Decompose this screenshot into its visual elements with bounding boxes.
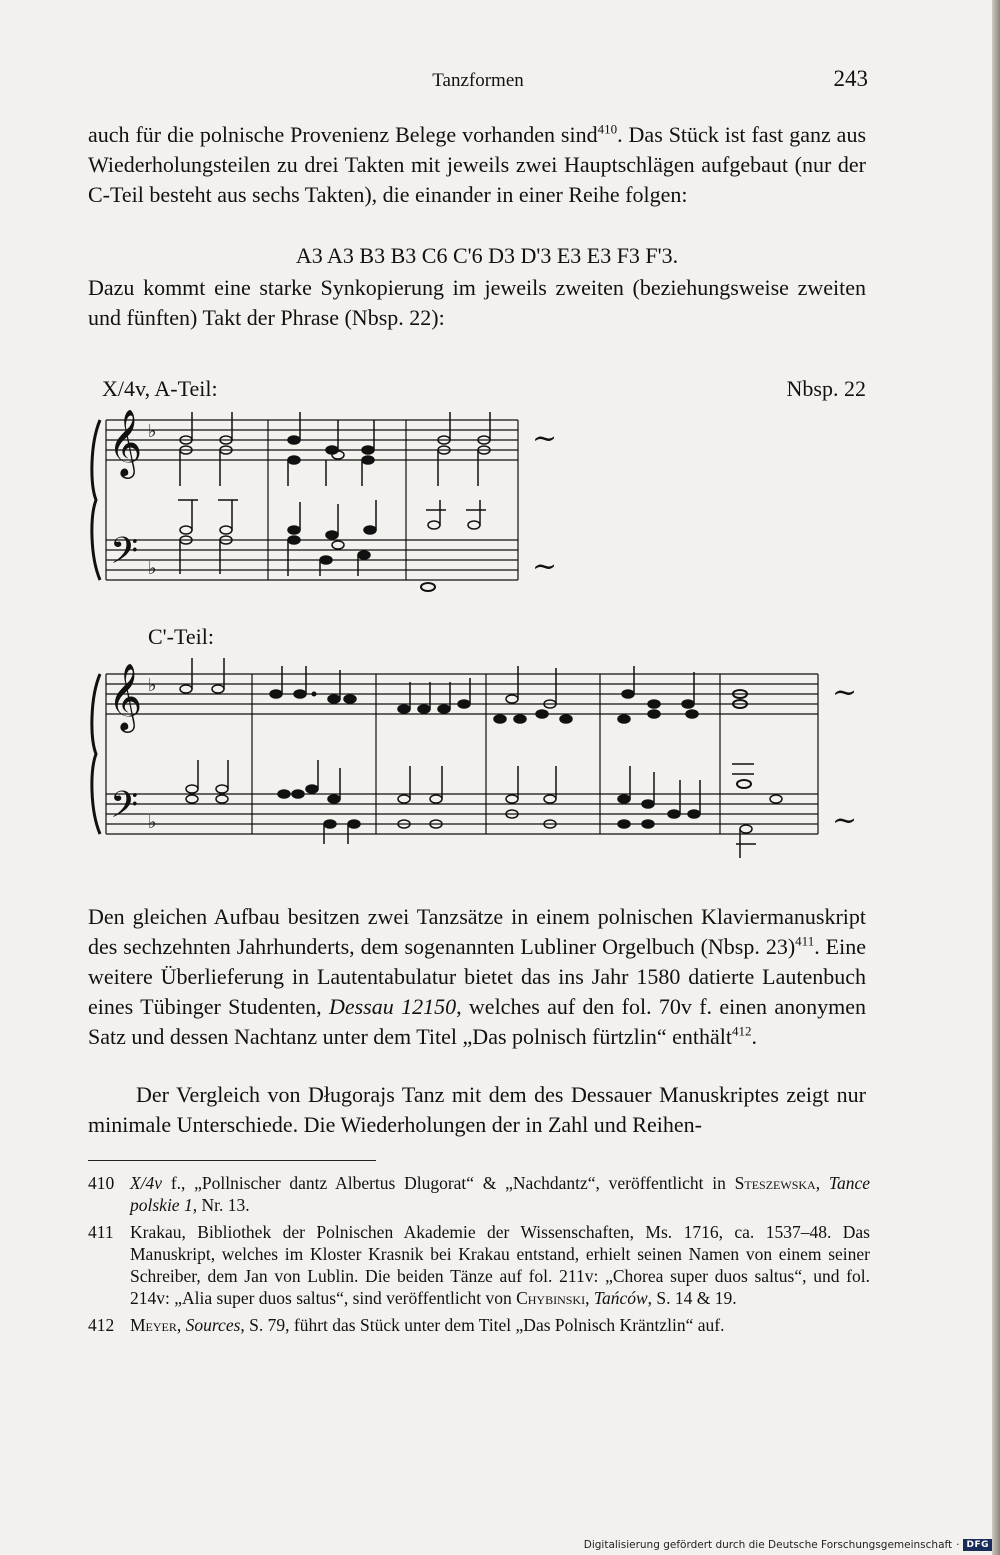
paragraph-1-text: auch für die polnische Provenienz Belege vorhanden sind [88,122,598,147]
footnote-siglum: X/4v [130,1173,163,1193]
paragraph-1 [88,120,866,210]
svg-text:~: ~ [532,549,558,584]
svg-text:♭: ♭ [148,421,157,442]
svg-text:𝄞: 𝄞 [108,408,143,476]
svg-text:𝄢: 𝄢 [110,530,139,581]
footnote-number: 412 [88,1315,115,1335]
footnote-text-part: , S. 14 & 19. [647,1288,737,1308]
footnote-divider [88,1160,376,1161]
svg-text:♭: ♭ [148,812,157,833]
footnote-text-part: , [815,1173,829,1193]
example-caption-c-teil: C'-Teil: [148,624,214,649]
footnote-work-title: Tańców [593,1288,648,1308]
footnote-author: Chybinski [516,1288,586,1308]
page-number: 243 [833,66,868,91]
footnote-text-part: , Nr. 13. [192,1195,250,1215]
svg-text:~: ~ [832,803,858,838]
paragraph-3-end: . [751,1024,757,1049]
dfg-logo[interactable]: DFG [963,1539,992,1551]
footnote-work-title: Tance polskie 1 [130,1173,870,1215]
svg-text:♭: ♭ [148,558,157,579]
footnote-work-title: Sources [185,1315,241,1335]
paragraph-2: Dazu kommt eine starke Synkopierung im jeweils zweiten (beziehungsweise zweiten und fünften) Takt der Phrase (Nbsp. 22): [88,275,866,330]
paragraph-4: Der Vergleich von Długorajs Tanz mit dem des Dessauer Manuskriptes zeigt nur minimale Unterschiede. Die Wiederholungen der in Zahl und Reihen- [88,1082,866,1137]
footnote-410 [88,1172,870,1216]
footnote-411 [88,1221,870,1309]
footnote-author: Meyer [130,1315,177,1335]
page-edge-shadow [992,0,1000,1555]
footnote-author: Steszewska [734,1173,816,1193]
funding-notice: Digitalisierung gefördert durch die Deutsche Forschungsgemeinschaft · DFG [584,1539,992,1551]
footnote-number: 410 [88,1173,115,1193]
footnote-text-part: , [176,1315,186,1335]
footnote-412 [88,1314,870,1336]
footnote-text [130,1221,870,1309]
paragraph-3-text: Den gleichen Aufbau besitzen zwei Tanzsätze in einem polnischen Klaviermanuskript des sechzehnten Jahrhunderts, dem sogenannten Lubliner Orgelbuch (Nbsp. 23) [88,904,866,959]
music-score-a-teil [88,404,578,594]
footnote-text-part: , [585,1288,594,1308]
footnote-text-part: Krakau, Bibliothek der Polnischen Akademie der Wissenschaften, Ms. 1716, ca. 1537–48. Das Manuskript, welches im Kloster Krasnik bei Krakau entstand, erhielt seinen Namen von einem seiner Schreiber, dem Jan von Lublin. Die beiden Tänze auf fol. 211v: „Chorea super duos saltus“, und fol. 214v: „Alia super duos saltus“, sind veröffentlicht von [130,1222,870,1308]
music-score-c-teil [88,648,870,868]
footnote-ref-411[interactable]: 411 [795,933,815,949]
example-caption-a-teil: X/4v, A-Teil: [102,376,218,401]
footnote-text-part: f., „Pollnischer dantz Albertus Dlugorat“ & „Nachdantz“, veröffentlicht in [162,1173,735,1193]
footnotes [88,1172,870,1341]
page-header [88,66,868,100]
footnote-number: 411 [88,1222,114,1242]
footnote-ref-412[interactable]: 412 [731,1023,752,1039]
footnote-ref-410[interactable]: 410 [597,121,618,137]
footnote-text [130,1314,870,1336]
paragraph-1-text-cont: . Das Stück ist fast ganz aus Wiederholungsteilen zu drei Takten mit jeweils zwei Hauptschlägen aufgebaut (nur der C-Teil besteht aus sechs Takten), die einander in einer Reihe folgen: [88,122,867,207]
svg-text:𝄢: 𝄢 [110,784,139,835]
svg-text:~: ~ [532,421,558,456]
paragraph-3-text-3: , welches auf den fol. 70v f. einen anonymen Satz und dessen Nachtanz unter dem Titel „Das polnisch fürtzlin“ enthält [88,994,867,1049]
svg-text:♭: ♭ [148,675,157,696]
footnote-text-part: , S. 79, führt das Stück unter dem Titel „Das Polnisch Kräntzlin“ auf. [240,1315,725,1335]
manuscript-title: Dessau 12150 [328,994,457,1019]
svg-text:𝄞: 𝄞 [108,662,143,730]
paragraph-3 [88,902,866,1052]
funding-text: Digitalisierung gefördert durch die Deutsche Forschungsgemeinschaft [583,1539,953,1551]
example-label: Nbsp. 22 [786,376,866,401]
paragraph-3-text-2: . Eine weitere Überlieferung in Lautentabulatur bietet das ins Jahr 1580 datierte Lautenbuch eines Tübinger Studenten, [88,934,866,1019]
running-title: Tanzformen [432,70,524,91]
phrase-sequence: A3 A3 B3 B3 C6 C'6 D3 D'3 E3 E3 F3 F'3. [295,243,679,268]
footnote-text [130,1172,870,1216]
svg-text:~: ~ [832,675,858,710]
